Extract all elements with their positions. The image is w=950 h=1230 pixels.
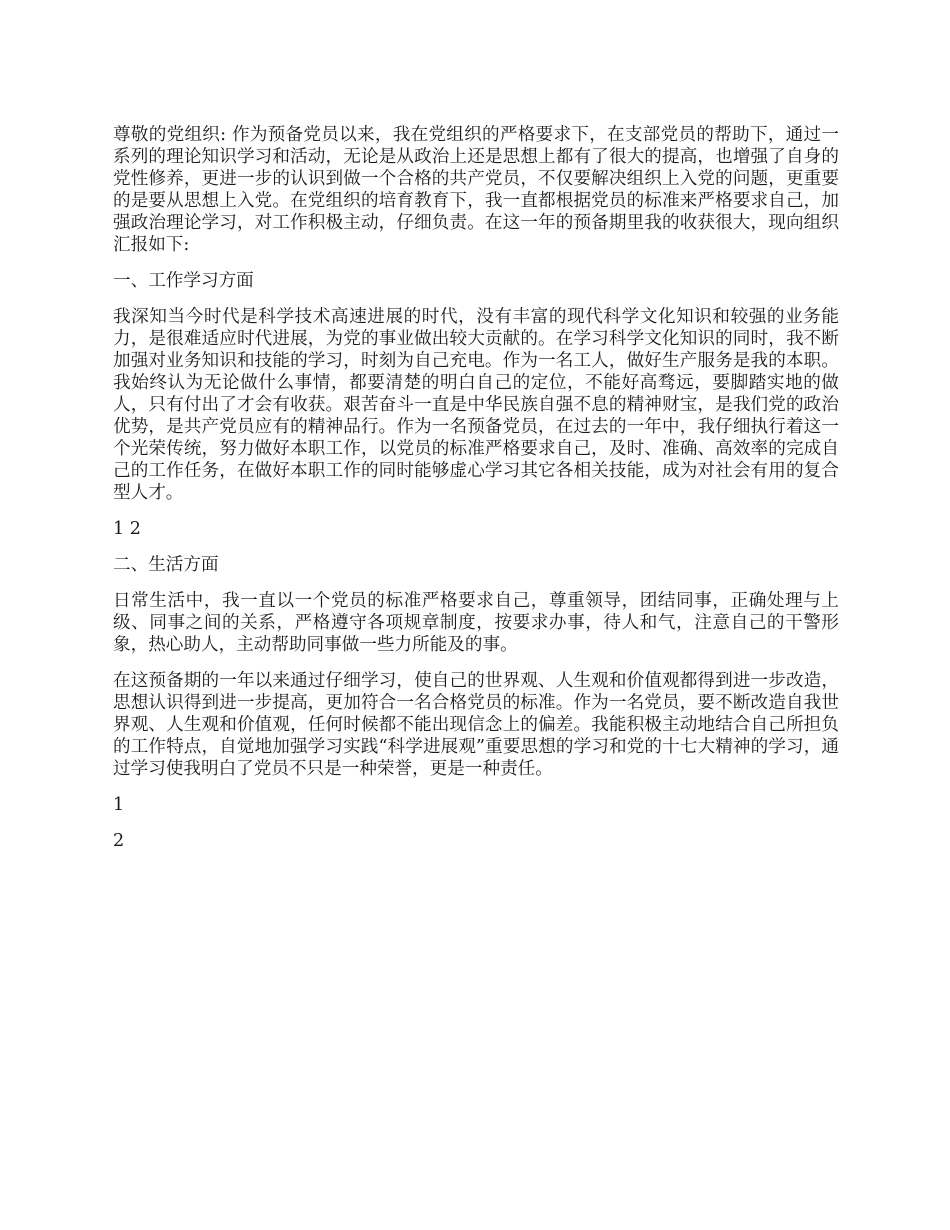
section-heading-life: 二、生活方面 [113,555,219,575]
life-paragraph: 日常生活中，我一直以一个党员的标准严格要求自己，尊重领导，团结同事，正确处理与上级、同事之间的关系，严格遵守各项规章制度，按要求办事，待人和气，注意自己的干警形象，热心助人，主动帮助同事做一些力所能及的事。 [113,591,839,655]
page-marker: 1 2 [113,519,141,539]
study-reflection-paragraph: 在这预备期的一年以来通过仔细学习，使自己的世界观、人生观和价值观都得到进一步改造，思想认识得到进一步提高，更加符合一名合格党员的标准。作为一名党员，要不断改造自我世界观、人生观和价值观，任何时候都不能出现信念上的偏差。我能积极主动地结合自己所担负的工作特点，自觉地加强学习实践“科学进展观”重要思想的学习和党的十七大精神的学习，通过学习使我明白了党员不只是一种荣誉，更是一种责任。 [113,671,839,779]
section-heading-work-study: 一、工作学习方面 [113,271,254,291]
page-marker: 1 [113,795,125,815]
intro-paragraph: 尊敬的党组织: 作为预备党员以来，我在党组织的严格要求下，在支部党员的帮助下，通过一系列的理论知识学习和活动，无论是从政治上还是思想上都有了很大的提高，也增强了自身的党性修养，更进一步的认识到做一个合格的共产党员，不仅要解决组织上入党的问题，更重要的是要从思想上入党。在党组织的培育教育下，我一直都根据党员的标准来严格要求自己，加强政治理论学习，对工作积极主动，仔细负责。在这一年的预备期里我的收获很大，现向组织汇报如下: [113,125,839,255]
document-page [113,124,839,866]
page-marker: 2 [113,831,125,851]
work-study-paragraph: 我深知当今时代是科学技术高速进展的时代，没有丰富的现代科学文化知识和较强的业务能力，是很难适应时代进展，为党的事业做出较大贡献的。在学习科学文化知识的同时，我不断加强对业务知识和技能的学习，时刻为自己充电。作为一名工人，做好生产服务是我的本职。我始终认为无论做什么事情，都要清楚的明白自己的定位，不能好高骛远，要脚踏实地的做人，只有付出了才会有收获。艰苦奋斗一直是中华民族自强不息的精神财宝，是我们党的政治优势，是共产党员应有的精神品行。作为一名预备党员，在过去的一年中，我仔细执行着这一个光荣传统，努力做好本职工作，以党员的标准严格要求自己，及时、准确、高效率的完成自己的工作任务，在做好本职工作的同时能够虚心学习其它各相关技能，成为对社会有用的复合型人才。 [113,307,839,503]
